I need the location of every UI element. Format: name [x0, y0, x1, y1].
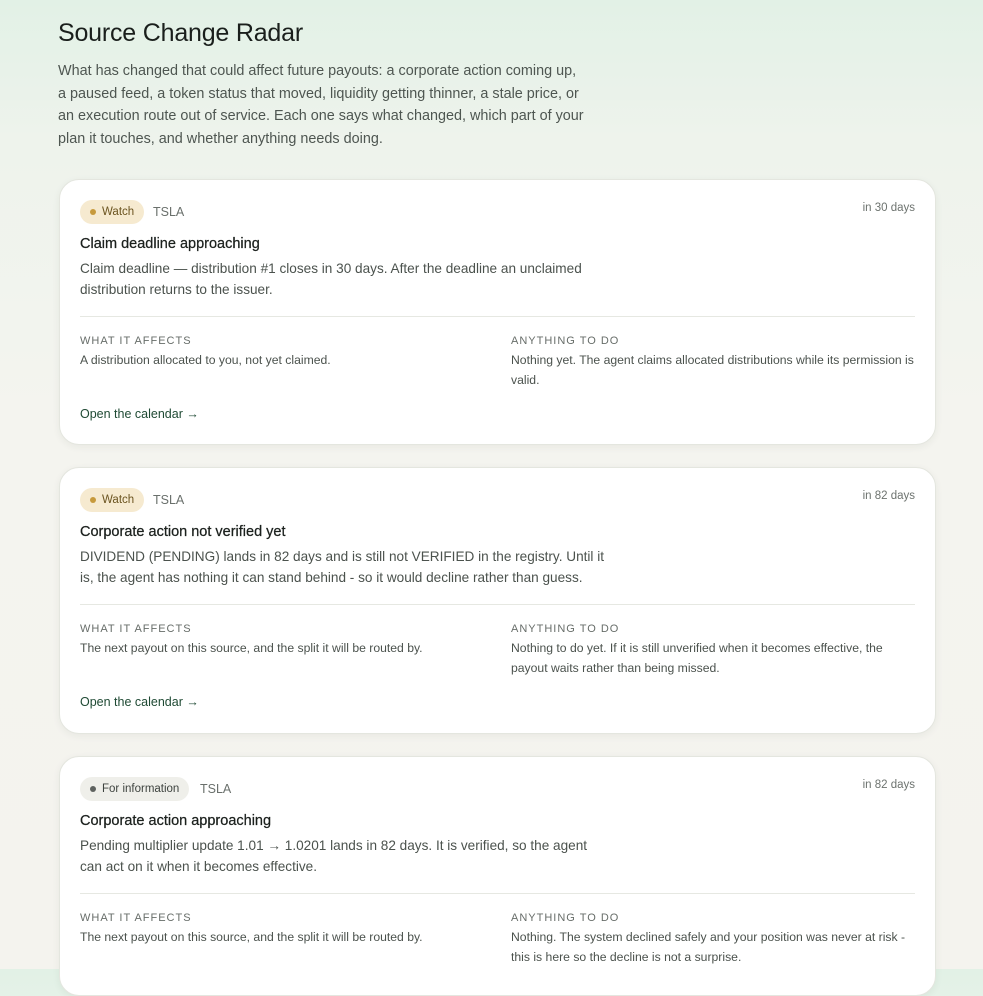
todo-text: Nothing to do yet. If it is still unverified when it becomes effective, the payout waits rather than being missed.	[511, 641, 883, 675]
card-title: Corporate action not verified yet	[80, 524, 286, 540]
affects-section	[80, 623, 480, 659]
divider	[80, 893, 915, 894]
severity-badge-label: Watch	[102, 494, 135, 506]
affects-text: The next payout on this source, and the split it will be routed by.	[80, 641, 423, 655]
affects-label: WHAT IT AFFECTS	[80, 912, 192, 924]
card-description: Claim deadline — distribution #1 closes in 30 days. After the deadline an unclaimed distribution returns to the issuer.	[80, 261, 582, 297]
affects-label: WHAT IT AFFECTS	[80, 623, 192, 635]
change-card	[59, 467, 936, 734]
status-dot-icon	[90, 497, 96, 503]
todo-label: ANYTHING TO DO	[511, 912, 620, 924]
open-calendar-link[interactable]: Open the calendar →	[80, 695, 199, 709]
severity-badge	[80, 488, 144, 512]
divider	[80, 604, 915, 605]
severity-badge	[80, 200, 144, 224]
divider	[80, 316, 915, 317]
todo-text: Nothing. The system declined safely and your position was never at risk - this is here so the decline is not a surprise.	[511, 930, 906, 964]
card-description: Pending multiplier update 1.01 → 1.0201 lands in 82 days. It is verified, so the agent can act on it when it becomes effective.	[80, 838, 588, 874]
affects-text: The next payout on this source, and the split it will be routed by.	[80, 930, 423, 944]
affects-section	[80, 335, 480, 371]
affects-text: A distribution allocated to you, not yet claimed.	[80, 353, 331, 367]
ticker: TSLA	[200, 782, 232, 796]
page-title: Source Change Radar	[58, 19, 303, 47]
card-title: Corporate action approaching	[80, 813, 272, 829]
page-intro: What has changed that could affect future payouts: a corporate action coming up, a paused feed, a token status that moved, liquidity getting thinner, a stale price, or an execution route out of service. Each one says what changed, which part of your plan it touches, and whether anything needs doing.	[58, 63, 584, 148]
card-description: DIVIDEND (PENDING) lands in 82 days and is still not VERIFIED in the registry. Until it is, the agent has nothing it can stand behind - so it would decline rather than guess.	[80, 549, 605, 585]
change-card	[59, 756, 936, 996]
severity-badge-label: Watch	[102, 206, 135, 218]
affects-section	[80, 912, 480, 948]
todo-text: Nothing yet. The agent claims allocated distributions while its permission is valid.	[511, 353, 914, 387]
open-calendar-link[interactable]: Open the calendar →	[80, 407, 199, 421]
todo-section	[511, 623, 916, 678]
affects-label: WHAT IT AFFECTS	[80, 335, 192, 347]
severity-badge	[80, 777, 189, 801]
todo-label: ANYTHING TO DO	[511, 335, 620, 347]
severity-badge-label: For information	[102, 783, 180, 795]
time-until: in 82 days	[862, 779, 915, 791]
card-title: Claim deadline approaching	[80, 236, 260, 252]
status-dot-icon	[90, 209, 96, 215]
change-card	[59, 179, 936, 445]
ticker: TSLA	[153, 493, 185, 507]
status-dot-icon	[90, 786, 96, 792]
ticker: TSLA	[153, 205, 185, 219]
todo-section	[511, 912, 916, 967]
todo-section	[511, 335, 916, 390]
time-until: in 30 days	[862, 202, 915, 214]
time-until: in 82 days	[862, 490, 915, 502]
todo-label: ANYTHING TO DO	[511, 623, 620, 635]
